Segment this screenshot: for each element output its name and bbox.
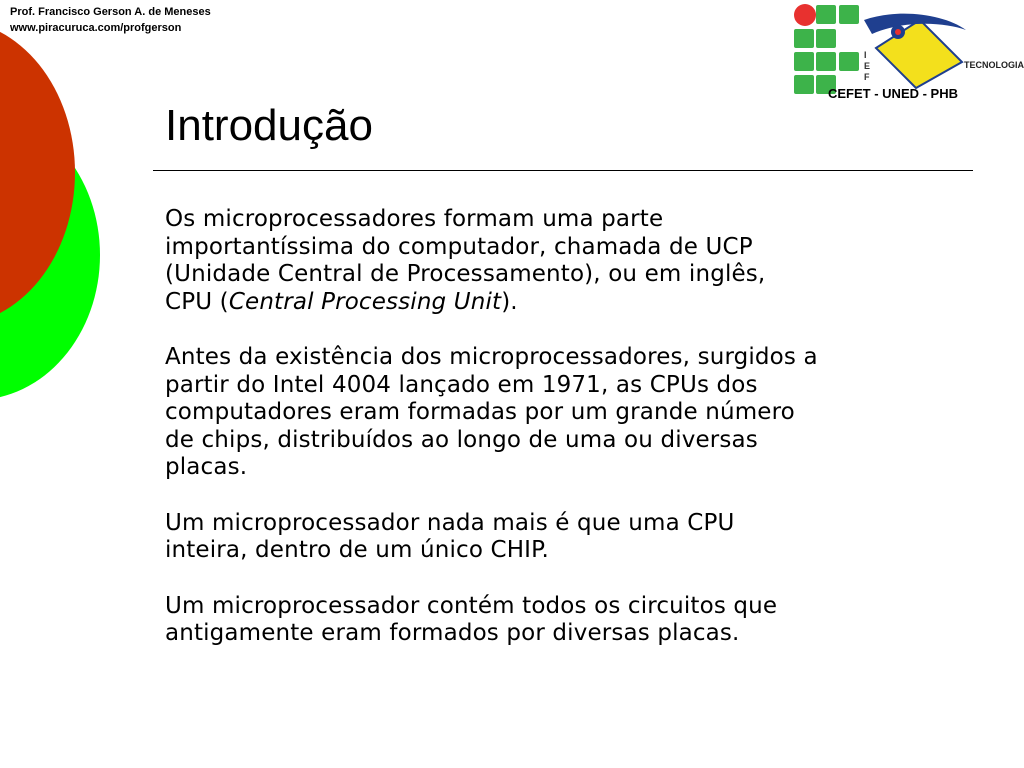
- body-paragraph: [165, 206, 980, 316]
- logo-green-square: [794, 52, 814, 71]
- logo-green-square: [839, 52, 859, 71]
- logo-word-tecnologia: TECNOLOGIA: [964, 60, 1024, 70]
- logo-letter-f: F: [864, 72, 870, 82]
- paragraph-line: Antes da existência dos microprocessadores, surgidos a: [165, 344, 818, 370]
- cefet-emblem-icon: [858, 10, 970, 90]
- body-paragraph: [165, 344, 980, 482]
- logo-letter-i: I: [864, 50, 867, 60]
- paragraph-line: Um microprocessador nada mais é que uma CPU: [165, 509, 735, 536]
- paragraph-line: Um microprocessador contém todos os circuitos que: [165, 592, 778, 619]
- logo-red-dot: [794, 4, 816, 26]
- body-paragraph: [165, 510, 980, 565]
- paragraph-line: (Unidade Central de Processamento), ou em inglês,: [165, 261, 766, 287]
- paragraph-line: placas.: [165, 454, 248, 480]
- author-website: www.piracuruca.com/profgerson: [10, 22, 182, 34]
- line-text: CPU (: [165, 288, 229, 315]
- paragraph-line: computadores eram formadas por um grande número: [165, 399, 795, 425]
- slide-body: [165, 206, 980, 676]
- paragraph-line: Os microprocessadores formam uma parte: [165, 206, 664, 232]
- paragraph-line: importantíssima do computador, chamada de UCP: [165, 233, 753, 260]
- institution-logo: [792, 2, 1024, 102]
- body-paragraph: [165, 593, 980, 648]
- author-name: Prof. Francisco Gerson A. de Meneses: [10, 6, 211, 18]
- logo-green-square: [816, 5, 836, 24]
- paragraph-line: [165, 289, 980, 317]
- logo-green-square: [816, 29, 836, 48]
- logo-green-square: [816, 52, 836, 71]
- logo-caption: CEFET - UNED - PHB: [828, 86, 958, 101]
- logo-green-square: [794, 29, 814, 48]
- line-text: ).: [501, 288, 518, 315]
- slide-title: Introdução: [165, 101, 373, 150]
- paragraph-line: de chips, distribuídos ao longo de uma ou diversas: [165, 426, 758, 453]
- paragraph-line: inteira, dentro de um único CHIP.: [165, 537, 549, 563]
- paragraph-line: partir do Intel 4004 lançado em 1971, as CPUs dos: [165, 371, 758, 398]
- paragraph-line: antigamente eram formados por diversas placas.: [165, 620, 740, 646]
- italic-term: Central Processing Unit: [228, 288, 502, 315]
- logo-green-square: [794, 75, 814, 94]
- title-divider: [153, 170, 973, 171]
- logo-green-square: [839, 5, 859, 24]
- logo-letter-e: E: [864, 61, 871, 71]
